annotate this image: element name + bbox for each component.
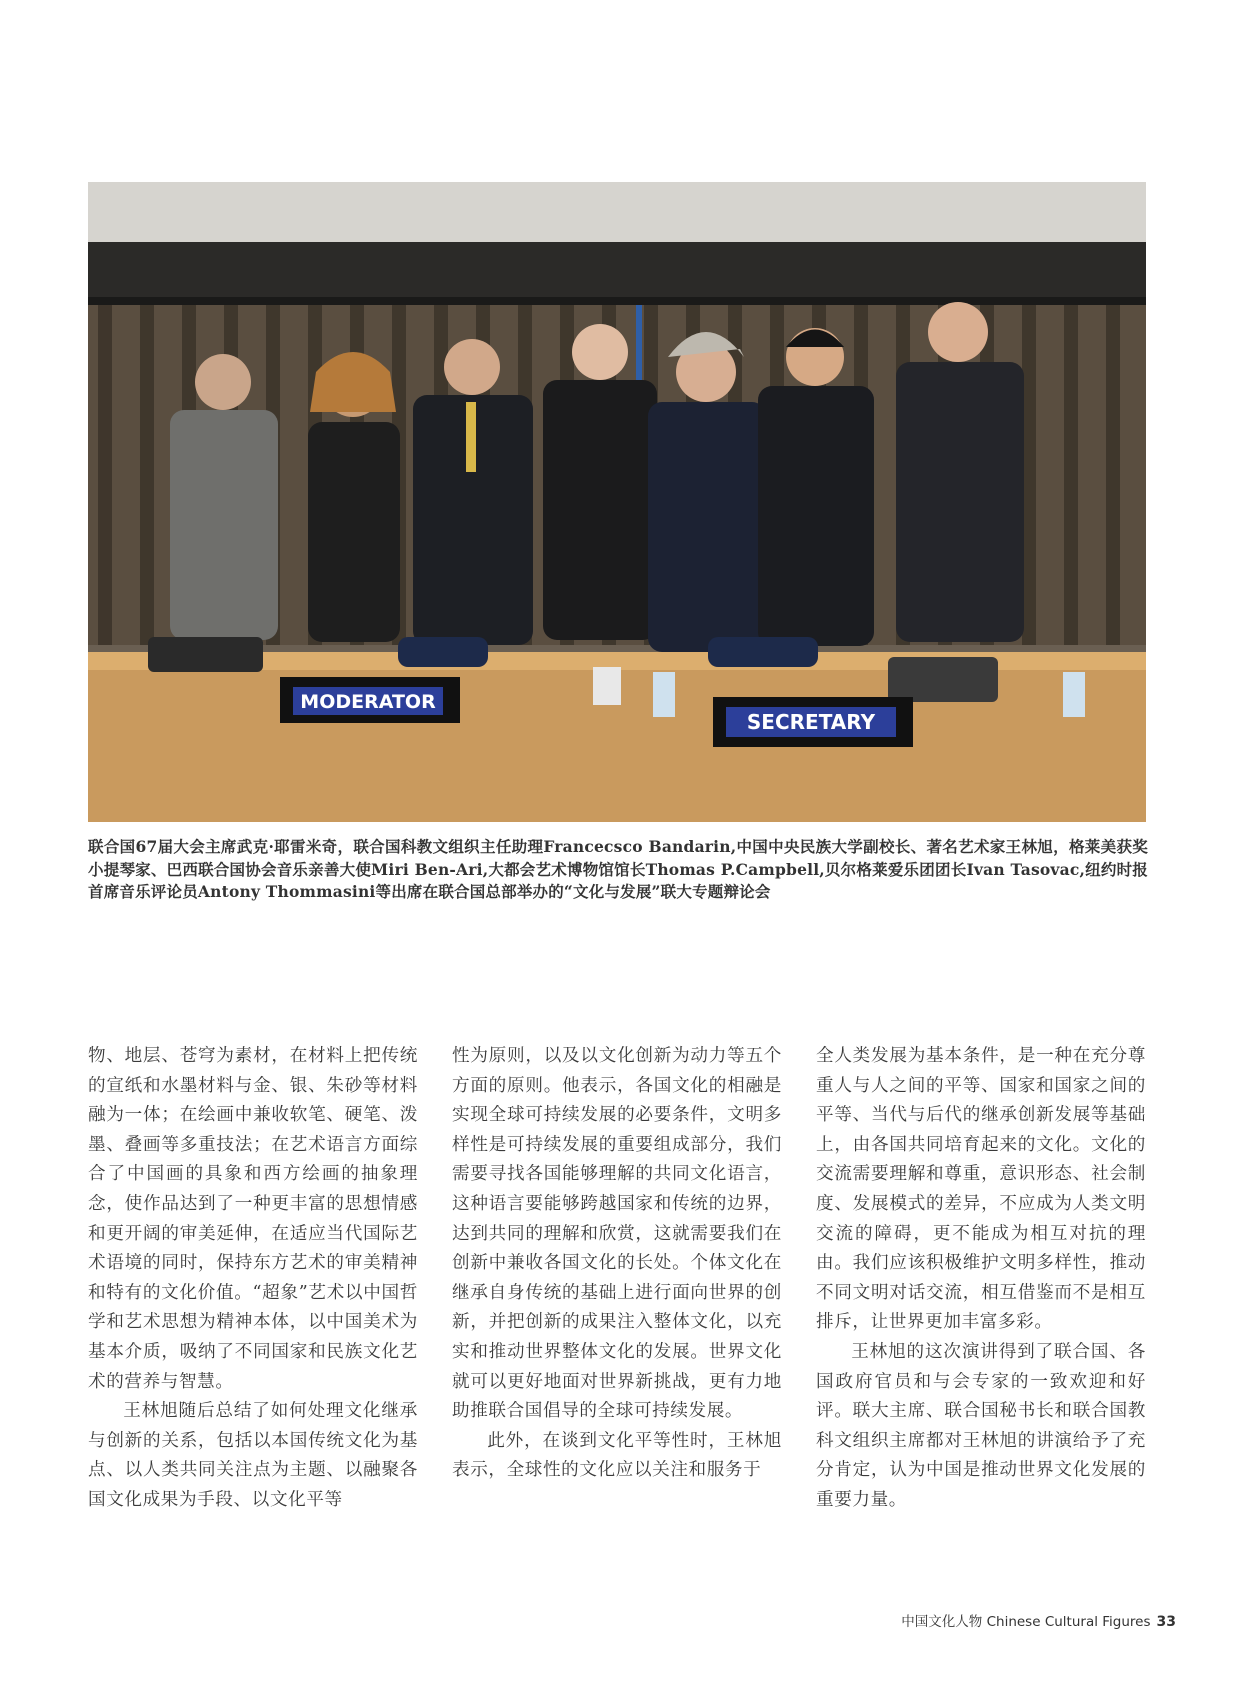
moderator-placard: MODERATOR xyxy=(300,691,436,713)
paragraph: 全人类发展为基本条件，是一种在充分尊重人与人之间的平等、国家和国家之间的平等、当代与后代的继承创新发展等基础上，由各国共同培育起来的文化。文化的交流需要理解和尊重，意识形态、社会制度、发展模式的差异，不应成为人类文明交流的障碍，更不能成为相互对抗的理由。我们应该积极维护文明多样性，推动不同文明对话交流，相互借鉴而不是相互排斥，让世界更加丰富多彩。 xyxy=(816,1046,1146,1333)
paragraph: 此外，在谈到文化平等性时，王林旭表示，全球性的文化应以关注和服务于 xyxy=(452,1430,782,1481)
paragraph: 王林旭的这次演讲得到了联合国、各国政府官员和与会专家的一致欢迎和好评。联大主席、联合国秘书长和联合国教科文组织主席都对王林旭的讲演给予了充分肯定，认为中国是推动世界文化发展的重要力量。 xyxy=(816,1341,1146,1510)
magazine-name: 中国文化人物 Chinese Cultural Figures xyxy=(901,1614,1151,1630)
event-photo xyxy=(88,182,1146,822)
page-number: 33 xyxy=(1156,1614,1176,1630)
article-column-3 xyxy=(816,1042,1146,1516)
paragraph: 性为原则，以及以文化创新为动力等五个方面的原则。他表示，各国文化的相融是实现全球可持续发展的必要条件，文明多样性是可持续发展的重要组成部分，我们需要寻找各国能够理解的共同文化语言，这种语言要能够跨越国家和传统的边界，达到共同的理解和欣赏，这就需要我们在创新中兼收各国文化的长处。个体文化在继承自身传统的基础上进行面向世界的创新，并把创新的成果注入整体文化，以充实和推动世界整体文化的发展。世界文化就可以更好地面对世界新挑战，更有力地助推联合国倡导的全球可持续发展。 xyxy=(452,1046,782,1422)
paragraph: 物、地层、苍穹为素材，在材料上把传统的宣纸和水墨材料与金、银、朱砂等材料融为一体；在绘画中兼收软笔、硬笔、泼墨、叠画等多重技法；在艺术语言方面综合了中国画的具象和西方绘画的抽象理念，使作品达到了一种更丰富的思想情感和更开阔的审美延伸，在适应当代国际艺术语境的同时，保持东方艺术的审美精神和特有的文化价值。“超象”艺术以中国哲学和艺术思想为精神本体，以中国美术为基本介质，吸纳了不同国家和民族文化艺术的营养与智慧。 xyxy=(88,1046,418,1392)
secretary-placard: SECRETARY xyxy=(746,710,876,734)
photo-illustration xyxy=(88,182,1146,822)
page-footer xyxy=(901,1610,1176,1630)
photo-caption: 联合国67届大会主席武克·耶雷米奇，联合国科教文组织主任助理Francecsco Bandarin,中国中央民族大学副校长、著名艺术家王林旭，格莱美获奖小提琴家、巴西联合国协会音乐亲善大使Miri Ben-Ari,大都会艺术博物馆馆长Thomas P.Campbell,贝尔格莱爱乐团团长Ivan Tasovac,纽约时报首席音乐评论员Antony Thommasini等出席在联合国总部举办的“文化与发展”联大专题辩论会 xyxy=(88,837,1148,901)
article-column-1 xyxy=(88,1042,418,1516)
paragraph: 王林旭随后总结了如何处理文化继承与创新的关系，包括以本国传统文化为基点、以人类共同关注点为主题、以融聚各国文化成果为手段、以文化平等 xyxy=(88,1401,418,1510)
article-column-2 xyxy=(452,1042,782,1486)
